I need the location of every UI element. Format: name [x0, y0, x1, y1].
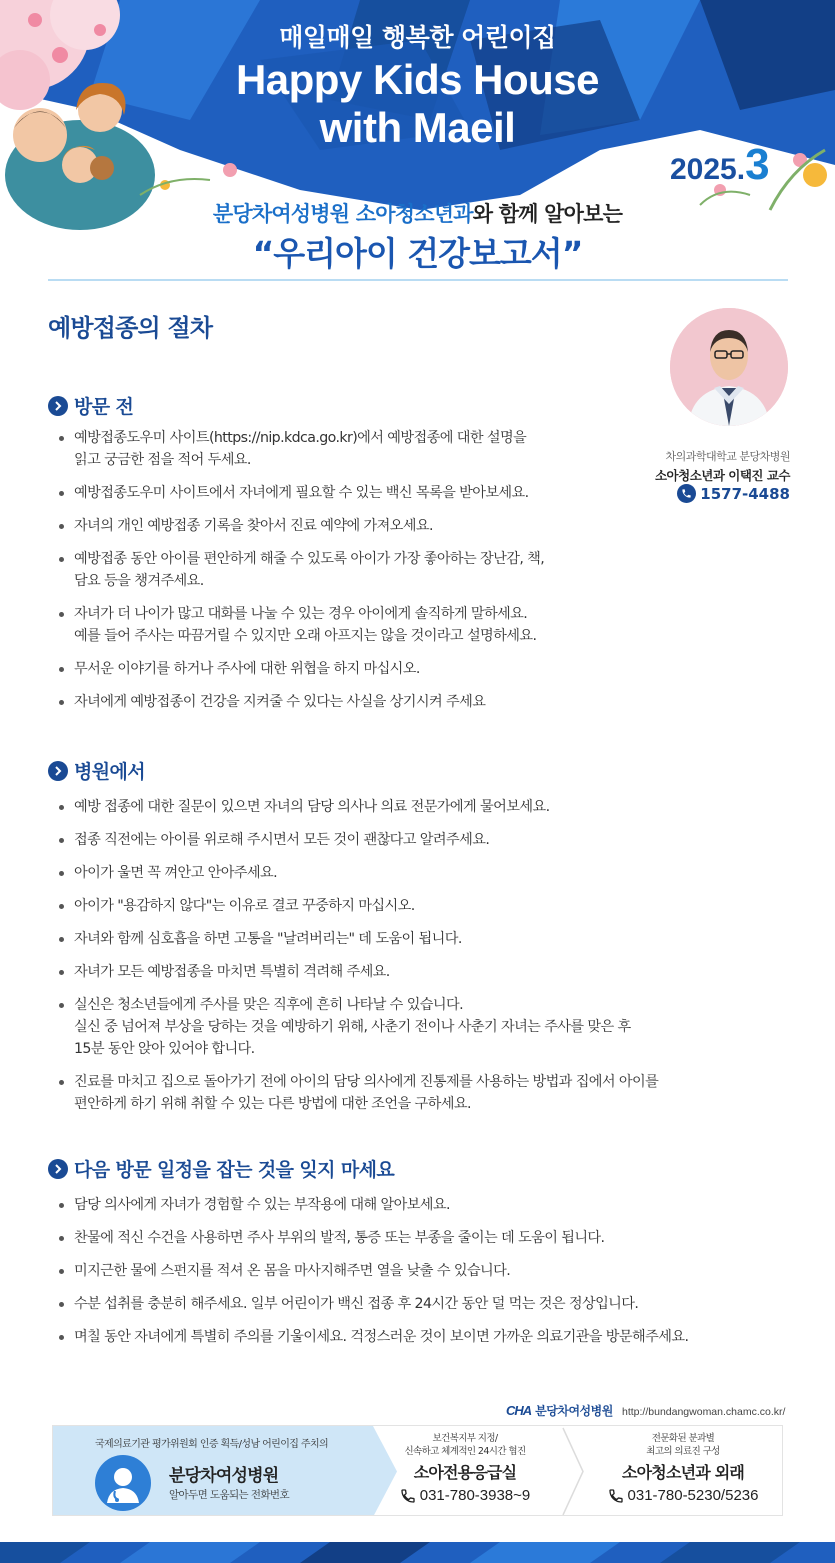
section-heading-next-visit	[48, 1155, 394, 1182]
phone-icon	[677, 484, 696, 503]
accreditation-note: 국제의료기관 평가위원회 인증 획득/성남 어린이집 주치의	[95, 1439, 329, 1450]
list-item-line: 실신은 청소년들에게 주사를 맞은 직후에 흔히 나타날 수 있습니다.	[74, 997, 464, 1013]
bullet-list-next-visit	[56, 1194, 786, 1359]
contact-name: 소아청소년과 외래	[621, 1463, 745, 1482]
list-item-line: 실신 중 넘어져 부상을 당하는 것을 예방하기 위해, 사춘기 전이나 사춘기 자녀는 주사를 맞은 후	[74, 1019, 631, 1035]
bullet-list-at-hospital	[56, 796, 756, 1126]
list-item	[56, 994, 756, 1060]
contact-note: 최고의 의료진 구성	[646, 1446, 720, 1457]
issue-month: 3	[745, 140, 770, 189]
list-item-line: 자녀와 함께 심호흡을 하면 고통을 "날려버리는" 데 도움이 됩니다.	[74, 931, 462, 947]
contact-note: 보건복지부 지정/	[432, 1433, 498, 1444]
list-item	[56, 1293, 786, 1315]
list-item-line: 며칠 동안 자녀에게 특별히 주의를 기울이세요. 걱정스러운 것이 보이면 가까운 의료기관을 방문해주세요.	[74, 1329, 689, 1345]
newsletter-english-title	[0, 56, 835, 152]
contact-name: 소아전용응급실	[413, 1463, 517, 1482]
list-item-line: 예방접종도우미 사이트(https://nip.kdca.go.kr)에서 예방접종에 대한 설명을	[74, 430, 527, 446]
list-item-line: 아이가 울면 꼭 껴안고 안아주세요.	[74, 865, 278, 881]
contact-note: 전문화된 분과별	[651, 1433, 715, 1444]
english-title-line-1: Happy Kids House	[235, 56, 600, 103]
phone-icon	[400, 1488, 416, 1504]
contact-note: 신속하고 체계적인 24시간 협진	[404, 1446, 526, 1457]
contact-phone-number: 031-780-5230/5236	[627, 1487, 759, 1504]
list-item	[56, 1326, 786, 1348]
list-item	[56, 691, 616, 713]
list-item	[56, 427, 616, 471]
contact-phone-number: 031-780-3938~9	[419, 1487, 531, 1504]
list-item-line: 자녀의 개인 예방접종 기록을 찾아서 진료 예약에 가져오세요.	[74, 518, 433, 534]
list-item-line: 접종 직전에는 아이를 위로해 주시면서 모든 것이 괜찮다고 알려주세요.	[74, 832, 490, 848]
list-item-line: 아이가 "용감하지 않다"는 이유로 결코 꾸중하지 마십시오.	[74, 898, 415, 914]
issue-date	[670, 140, 770, 190]
section-heading-label: 병원에서	[74, 761, 146, 783]
header-banner	[0, 0, 835, 290]
list-item	[56, 796, 756, 818]
contact-pediatric-er	[375, 1432, 555, 1504]
section-heading-label: 다음 방문 일정을 잡는 것을 잊지 마세요	[74, 1159, 395, 1181]
hospital-url-link[interactable]: http://bundangwoman.chamc.co.kr/	[622, 1406, 786, 1418]
header-divider	[48, 279, 788, 281]
list-item	[56, 515, 616, 537]
doctor-affiliation: 차의과학대학교 분당차병원	[665, 450, 790, 463]
list-item	[56, 658, 616, 680]
list-item	[56, 862, 756, 884]
list-item-line: 무서운 이야기를 하거나 주사에 대한 위협을 하지 마십시오.	[74, 661, 420, 677]
list-item-line: 15분 동안 앉아 있어야 합니다.	[74, 1041, 255, 1057]
list-item	[56, 548, 616, 592]
chevron-right-icon	[48, 761, 68, 781]
bottom-decorative-band	[0, 1542, 835, 1563]
doctor-avatar-icon	[95, 1455, 151, 1511]
list-item-line: 편안하게 하기 위해 취할 수 있는 다른 방법에 대한 조언을 구하세요.	[74, 1096, 471, 1112]
issue-year: 2025.	[670, 153, 746, 186]
subtitle-rest: 와 함께 알아보는	[472, 202, 623, 226]
chevron-right-icon	[48, 396, 68, 416]
cha-logo-mark: CHA	[506, 1403, 532, 1418]
english-title-line-2: with Maeil	[319, 104, 516, 151]
contact-phone[interactable]	[593, 1487, 773, 1504]
list-item-line: 예방접종 동안 아이를 편안하게 해줄 수 있도록 아이가 가장 좋아하는 장난감, 책,	[74, 551, 545, 567]
article-title: 예방접종의 절차	[48, 314, 213, 342]
list-item-line: 자녀가 더 나이가 많고 대화를 나눌 수 있는 경우 아이에게 솔직하게 말하세요.	[74, 606, 528, 622]
list-item-line: 예방접종도우미 사이트에서 자녀에게 필요할 수 있는 백신 목록을 받아보세요.	[74, 485, 529, 501]
bullet-list-before-visit	[56, 427, 616, 724]
section-heading-label: 방문 전	[74, 396, 134, 418]
list-item-line: 미지근한 물에 스펀지를 적셔 온 몸을 마사지해주면 열을 낮출 수 있습니다.	[74, 1263, 511, 1279]
phone-icon	[608, 1488, 624, 1504]
list-item-line: 예방 접종에 대한 질문이 있으면 자녀의 담당 의사나 의료 전문가에게 물어보세요.	[74, 799, 550, 815]
list-item	[56, 603, 616, 647]
list-item-line: 수분 섭취를 충분히 해주세요. 일부 어린이가 백신 접종 후 24시간 동안 덜 먹는 것은 정상입니다.	[74, 1296, 639, 1312]
doctor-photo	[670, 308, 788, 426]
list-item-line: 담요 등을 챙겨주세요.	[74, 573, 204, 589]
doctor-name: 소아청소년과 이택진 교수	[654, 468, 790, 483]
cha-logo-name: 분당차여성병원	[535, 1404, 613, 1418]
section-heading-at-hospital	[48, 757, 145, 784]
hospital-contact-panel	[53, 1426, 373, 1516]
list-item-line: 담당 의사에게 자녀가 경험할 수 있는 부작용에 대해 알아보세요.	[74, 1197, 450, 1213]
column-chevron-divider	[561, 1426, 585, 1516]
list-item	[56, 961, 756, 983]
list-item	[56, 1071, 756, 1115]
header-subtitle	[0, 198, 835, 228]
newsletter-korean-title: 매일매일 행복한 어린이집	[279, 23, 556, 52]
doctor-phone[interactable]	[677, 484, 790, 503]
list-item-line: 자녀에게 예방접종이 건강을 지켜줄 수 있다는 사실을 상기시켜 주세요	[74, 694, 486, 710]
footer-hospital-subtext: 알아두면 도움되는 전화번호	[169, 1489, 289, 1501]
footer-hospital-name: 분당차여성병원	[169, 1466, 279, 1486]
list-item	[56, 895, 756, 917]
list-item	[56, 1260, 786, 1282]
hospital-logo[interactable]	[506, 1402, 613, 1419]
list-item-line: 읽고 궁금한 점을 적어 두세요.	[74, 452, 251, 468]
list-item-line: 예를 들어 주사는 따끔거릴 수 있지만 오래 아프지는 않을 것이라고 설명하세요.	[74, 628, 537, 644]
doctor-portrait-icon	[670, 308, 788, 426]
list-item	[56, 1194, 786, 1216]
contact-pediatric-outpatient	[593, 1432, 773, 1504]
subtitle-hospital-dept: 분당차여성병원 소아청소년과	[212, 202, 473, 226]
list-item-line: 진료를 마치고 집으로 돌아가기 전에 아이의 담당 의사에게 진통제를 사용하는 방법과 집에서 아이를	[74, 1074, 659, 1090]
doctor-phone-number: 1577-4488	[700, 484, 790, 503]
contact-info-box	[52, 1425, 783, 1516]
list-item-line: 자녀가 모든 예방접종을 마치면 특별히 격려해 주세요.	[74, 964, 390, 980]
section-heading-before-visit	[48, 392, 133, 419]
list-item	[56, 928, 756, 950]
list-item	[56, 829, 756, 851]
list-item	[56, 1227, 786, 1249]
chevron-right-icon	[48, 1159, 68, 1179]
list-item-line: 찬물에 적신 수건을 사용하면 주사 부위의 발적, 통증 또는 부종을 줄이는 데 도움이 됩니다.	[74, 1230, 605, 1246]
contact-phone[interactable]	[375, 1487, 555, 1504]
list-item	[56, 482, 616, 504]
report-main-title: “우리아이 건강보고서”	[252, 234, 583, 273]
